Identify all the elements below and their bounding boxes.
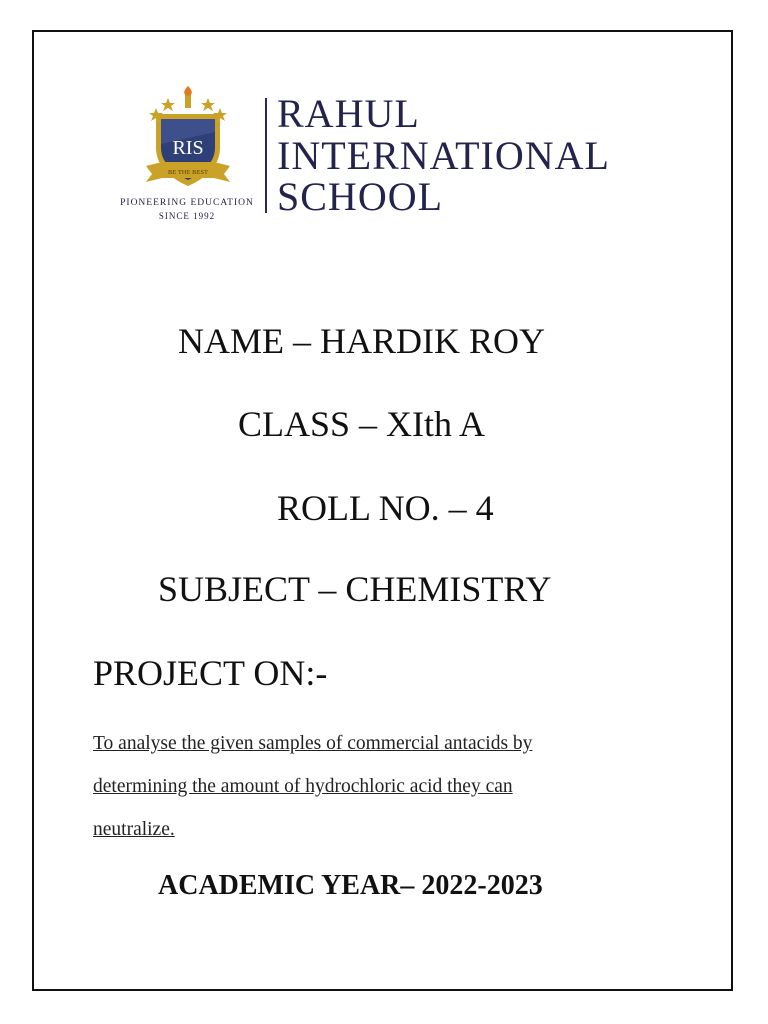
emblem-text: RIS	[172, 137, 204, 159]
roll-number: ROLL NO. – 4	[277, 488, 494, 528]
project-heading: PROJECT ON:-	[93, 653, 328, 693]
student-name: NAME – HARDIK ROY	[178, 321, 545, 361]
logo-since: SINCE 1992	[158, 211, 216, 221]
school-name-line2: INTERNATIONAL	[277, 133, 610, 178]
school-logo	[112, 86, 262, 226]
academic-year: ACADEMIC YEAR– 2022-2023	[158, 870, 543, 901]
project-description-line2: determining the amount of hydrochloric acid they can	[93, 776, 513, 797]
subject: SUBJECT – CHEMISTRY	[158, 569, 552, 609]
school-name-line1: RAHUL	[277, 91, 420, 136]
project-description-line3: neutralize.	[93, 819, 175, 840]
logo-motto: PIONEERING EDUCATION	[120, 198, 254, 208]
logo-divider	[265, 98, 267, 213]
shield-emblem-icon	[142, 86, 234, 196]
student-class: CLASS – XIth A	[238, 404, 486, 444]
school-name-line3: SCHOOL	[277, 174, 444, 219]
ribbon-text: BE THE BEST	[168, 169, 208, 176]
project-description-line1: To analyse the given samples of commercial antacids by	[93, 733, 533, 754]
